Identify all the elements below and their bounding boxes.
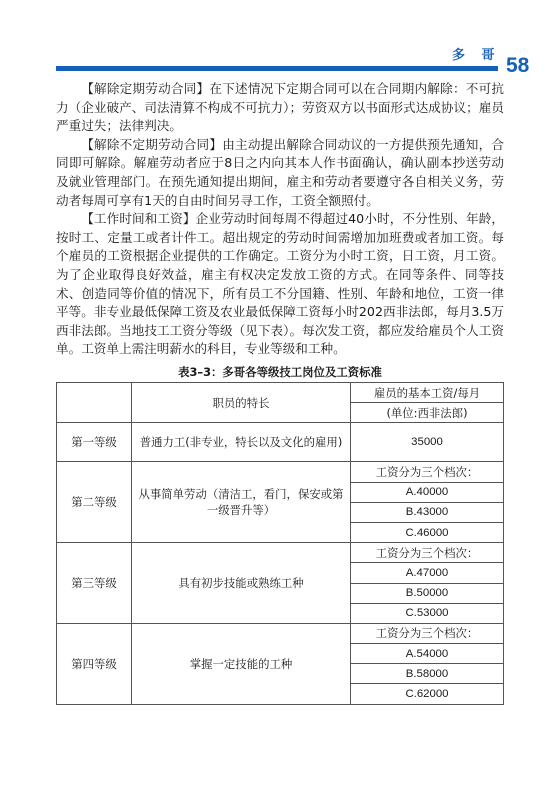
header-country: 多 哥 (452, 48, 501, 63)
table-row (57, 423, 504, 462)
wage-level-cell: C.46000 (351, 522, 504, 542)
wage-level-cell: B.58000 (351, 664, 504, 684)
wage-level-cell: C.53000 (351, 603, 504, 623)
wage-level-cell: B.50000 (351, 583, 504, 603)
wage-title-cell: 工资分为三个档次： (351, 623, 504, 643)
table-row (57, 623, 504, 643)
paragraph-fixed-term-contract: 【解除定期劳动合同】在下述情况下定期合同可以在合同期内解除：不可抗力（企业破产、司法清算不构成不可抗力）；劳资双方以书面形式达成协议；雇员严重过失；法律判决。 (56, 81, 504, 134)
paragraph-open-ended-contract: 【解除不定期劳动合同】由主动提出解除合同动议的一方提供预先通知，合同即可解除。解雇劳动者应于8日之内向其本人作书面确认，确认副本抄送劳动及就业管理部门。在预先通知提出期间，雇主和劳动者要遵守各自相关义务，劳动者每周可享有1天的自由时间另寻工作，工资全额照付。 (56, 136, 504, 208)
specialty-cell: 从事简单劳动（清洁工，看门，保安或第一级晋升等） (132, 462, 351, 543)
table-row (57, 462, 504, 482)
specialty-cell: 掌握一定技能的工种 (132, 623, 351, 704)
wage-table (56, 382, 504, 705)
table-row (57, 543, 504, 563)
wage-cell: 35000 (351, 423, 504, 462)
wage-title-cell: 工资分为三个档次： (351, 543, 504, 563)
header-specialty-cell: 职员的特长 (132, 383, 351, 423)
page-number: 58 (506, 54, 530, 77)
paragraph-working-hours-wages: 【工作时间和工资】企业劳动时间每周不得超过40小时，不分性别、年龄，按时工、定量工或者计件工。超出规定的劳动时间需增加加班费或者加工资。每个雇员的工资根据企业提供的工作确定。工资分为小时工资，日工资，月工资。为了企业取得良好效益，雇主有权决定发放工资的方式。在同等条件、同等技术、创造同等价值的情况下，所有员工不分国籍、性别、年龄和地位，工资一律平等。非专业最低保障工资及农业最低保障工资每小时202西非法郎，每月3.5万西非法郎。当地技工工资分等级（见下表）。每次发工资，都应发给雇员个人工资单。工资单上需注明薪水的科目，专业等级和工种。 (56, 211, 504, 357)
body-text (56, 80, 504, 359)
header-unit-cell: (单位:西非法郎) (351, 403, 504, 423)
specialty-cell: 普通力工(非专业，特长以及文化的雇用) (132, 423, 351, 462)
wage-level-cell: B.43000 (351, 502, 504, 522)
wage-level-cell: A.40000 (351, 482, 504, 502)
wage-level-cell: A.47000 (351, 563, 504, 583)
header-rule (56, 66, 498, 71)
wage-title-cell: 工资分为三个档次： (351, 462, 504, 482)
wage-level-cell: A.54000 (351, 644, 504, 664)
header-grade-cell (57, 383, 132, 423)
grade-cell: 第三等级 (57, 543, 132, 624)
header-wage-cell: 雇员的基本工资/每月 (351, 383, 504, 403)
grade-cell: 第一等级 (57, 423, 132, 462)
table-caption: 表3–3：多哥各等级技工岗位及工资标准 (178, 365, 382, 379)
grade-cell: 第四等级 (57, 623, 132, 704)
specialty-cell: 具有初步技能或熟练工种 (132, 543, 351, 624)
wage-level-cell: C.62000 (351, 684, 504, 704)
grade-cell: 第二等级 (57, 462, 132, 543)
table-header-row (57, 383, 504, 403)
